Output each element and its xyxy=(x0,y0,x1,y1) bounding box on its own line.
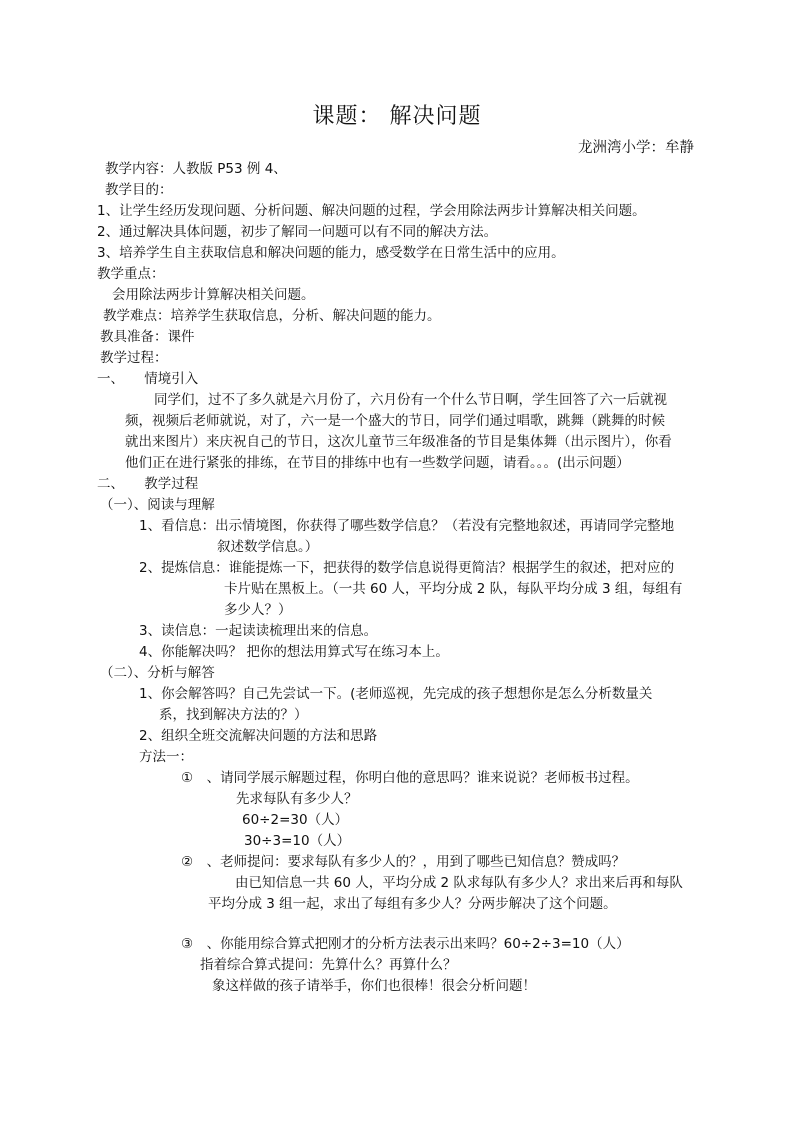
content-line: 同学们，过不了多久就是六月份了，六月份有一个什么节日啊，学生回答了六一后就视 xyxy=(154,392,667,408)
content-line: 4、你能解决吗？ 把你的想法用算式写在练习本上。 xyxy=(139,644,449,660)
content-line: 就出来图片）来庆祝自己的节日，这次儿童节三年级准备的节目是集体舞（出示图片），你看 xyxy=(125,434,672,450)
content-line: 平均分成 3 组一起，求出了每组有多少人？分两步解决了这个问题。 xyxy=(208,896,617,912)
content-line: ① 、请同学展示解题过程，你明白他的意思吗？谁来说说？老师板书过程。 xyxy=(181,770,639,786)
content-line: ② 、老师提问：要求每队有多少人的？，用到了哪些已知信息？赞成吗？ xyxy=(181,854,626,870)
content-line: 2、提炼信息：谁能提炼一下，把获得的数学信息说得更简洁？根据学生的叙述，把对应的 xyxy=(139,560,675,576)
content-line: 多少人？） xyxy=(224,602,292,618)
content-line: 会用除法两步计算解决相关问题。 xyxy=(112,287,315,303)
content-line: 教具准备：课件 xyxy=(100,329,195,345)
content-line: 教学内容：人教版 P53 例 4、 xyxy=(105,161,287,177)
content-line: 教学重点： xyxy=(97,266,165,282)
content-line: 指着综合算式提问：先算什么？再算什么？ xyxy=(200,957,457,973)
content-line: 他们正在进行紧张的排练，在节目的排练中也有一些数学问题，请看。。。(出示问题） xyxy=(125,455,630,471)
content-line: 教学目的： xyxy=(105,182,173,198)
content-line: 先求每队有多少人？ xyxy=(236,791,358,807)
section-heading: 二、 教学过程 xyxy=(97,476,199,492)
content-line: 1、你会解答吗？自己先尝试一下。(老师巡视，先完成的孩子想想你是怎么分析数量关 xyxy=(139,686,653,702)
content-line: 方法一： xyxy=(139,749,193,765)
subsection-heading: （一）、阅读与理解 xyxy=(100,497,215,513)
section-heading: 一、 情境引入 xyxy=(97,371,199,387)
content-line: 3、培养学生自主获取信息和解决问题的能力，感受数学在日常生活中的应用。 xyxy=(97,245,565,261)
content-line: 30÷3=10（人） xyxy=(244,833,351,849)
content-line: 叙述数学信息。） xyxy=(217,539,319,555)
content-line: 由已知信息一共 60 人，平均分成 2 队求每队有多少人？求出来后再和每队 xyxy=(235,875,683,891)
content-line: 教学难点：培养学生获取信息，分析、解决问题的能力。 xyxy=(103,308,441,324)
content-line: 教学过程： xyxy=(100,350,168,366)
lesson-title: 课题： 解决问题 xyxy=(312,104,482,129)
content-line: 2、组织全班交流解决问题的方法和思路 xyxy=(139,728,378,744)
content-line: 2、通过解决具体问题，初步了解同一问题可以有不同的解决方法。 xyxy=(97,224,498,240)
content-line: 60÷2=30（人） xyxy=(242,812,349,828)
content-line: 频，视频后老师就说，对了，六一是一个盛大的节日，同学们通过唱歌，跳舞（跳舞的时候 xyxy=(125,413,665,429)
content-line: 1、让学生经历发现问题、分析问题、解决问题的过程，学会用除法两步计算解决相关问题。 xyxy=(97,203,646,219)
content-line: ③ 、你能用综合算式把刚才的分析方法表示出来吗？60÷2÷3=10（人） xyxy=(181,936,630,952)
subsection-heading: （二）、分析与解答 xyxy=(100,665,215,681)
content-line: 1、看信息：出示情境图，你获得了哪些数学信息？（若没有完整地叙述，再请同学完整地 xyxy=(139,518,675,534)
author-school: 龙洲湾小学：牟静 xyxy=(578,140,694,156)
content-line: 3、读信息：一起读读梳理出来的信息。 xyxy=(139,623,378,639)
content-line: 系，找到解决方法的？） xyxy=(159,707,308,723)
content-line: 卡片贴在黑板上。（一共 60 人，平均分成 2 队，每队平均分成 3 组，每组有 xyxy=(224,581,683,597)
content-line: 象这样做的孩子请举手，你们也很棒！很会分析问题！ xyxy=(212,978,536,994)
